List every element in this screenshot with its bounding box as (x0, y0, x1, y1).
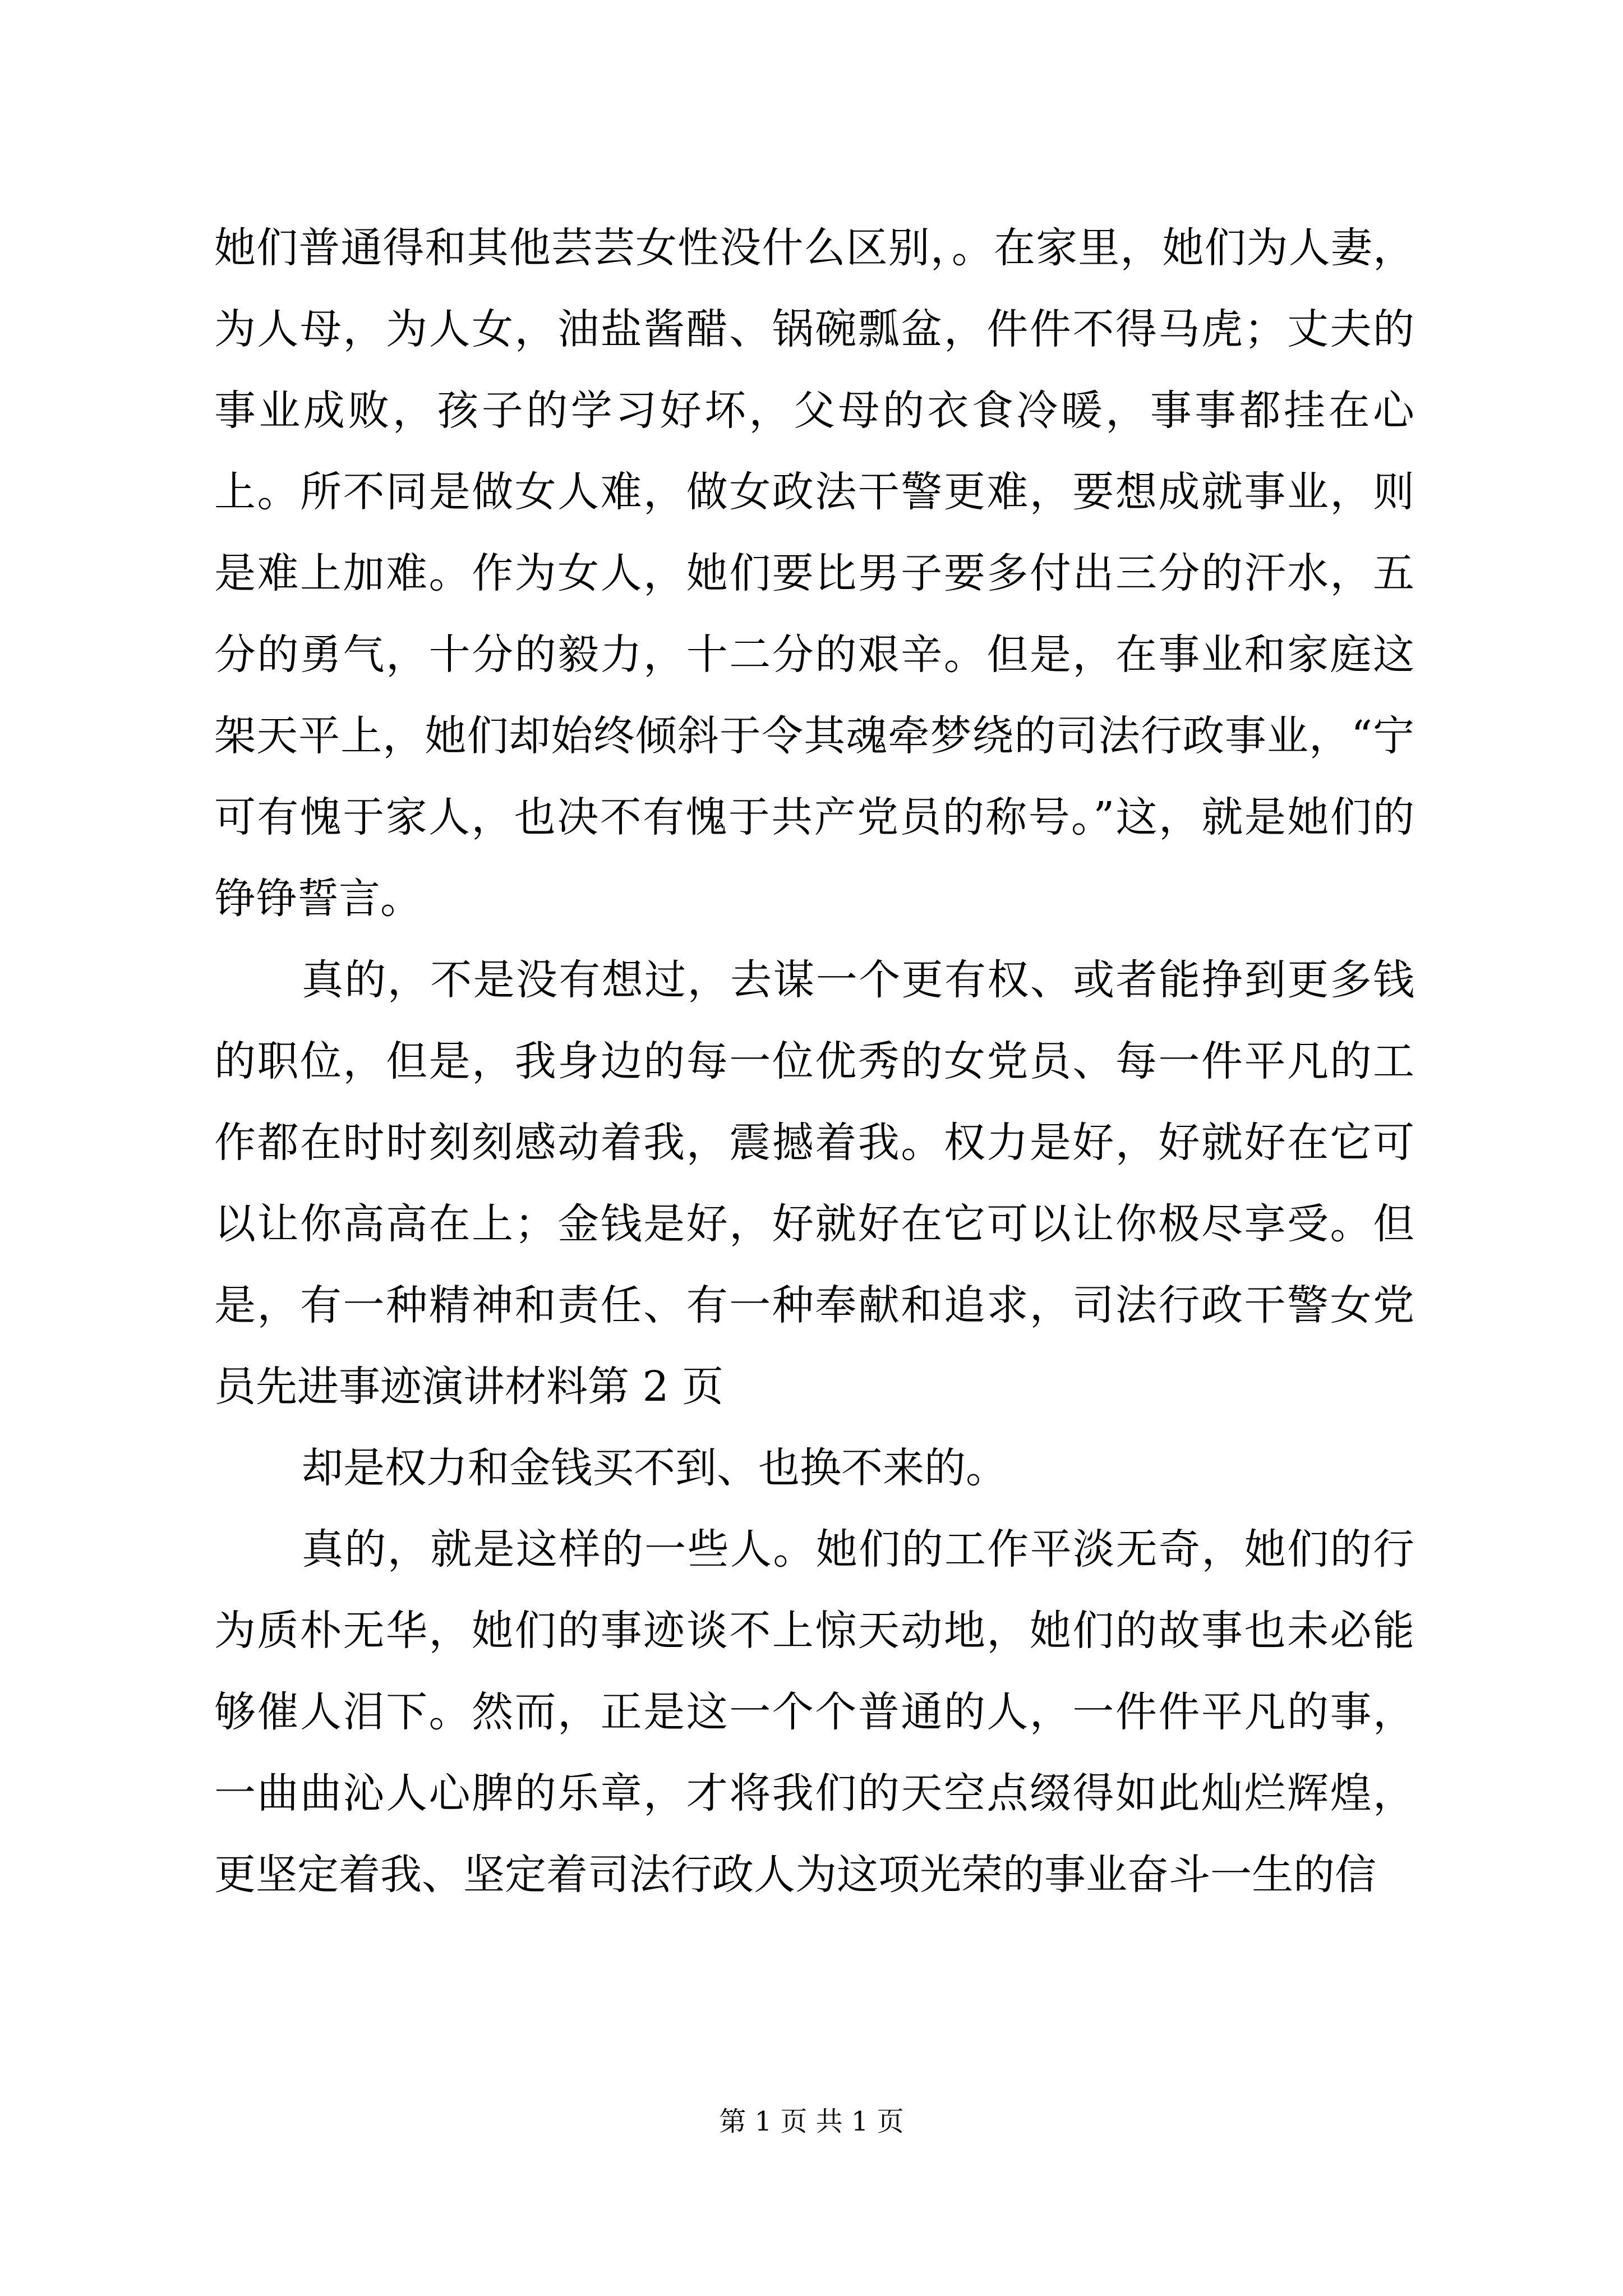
paragraph-4: 真的，就是这样的一些人。她们的工作平淡无奇，她们的行为质朴无华，她们的事迹谈不上惊天动地，她们的故事也未必能够催人泪下。然而，正是这一个个普通的人，一件件平凡的事，一曲曲沁人心脾的乐章，才将我们的天空点缀得如此灿烂辉煌，更坚定着我、坚定着司法行政人为这项光荣的事业奋斗一生的信 (214, 1525, 1414, 1899)
page-footer: 第 1 页 共 1 页 (719, 2106, 904, 2137)
paragraph-2: 真的，不是没有想过，去谋一个更有权、或者能挣到更多钱的职位，但是，我身边的每一位优秀的女党员、每一件平凡的工作都在时时刻刻感动着我，震撼着我。权力是好，好就好在它可以让你高高在上；金钱是好，好就好在它可以让你极尽享受。但是，有一种精神和责任、有一种奉献和追求，司法行政干警女党员先进事迹演讲材料第 2 页 (214, 956, 1414, 1411)
paragraph-1: 她们普通得和其他芸芸女性没什么区别，。在家里，她们为人妻，为人母，为人女，油盐酱醋、锅碗瓢盆，件件不得马虎；丈夫的事业成败，孩子的学习好坏，父母的衣食冷暖，事事都挂在心上。所不同是做女人难，做女政法干警更难，要想成就事业，则是难上加难。作为女人，她们要比男子要多付出三分的汗水，五分的勇气，十分的毅力，十二分的艰辛。但是，在事业和家庭这架天平上，她们却始终倾斜于令其魂牵梦绕的司法行政事业，“宁可有愧于家人，也决不有愧于共产党员的称号。”这，就是她们的铮铮誓言。 (214, 224, 1414, 923)
document-body (214, 208, 1414, 1916)
paragraph-3: 却是权力和金钱买不到、也换不来的。 (302, 1444, 1007, 1492)
